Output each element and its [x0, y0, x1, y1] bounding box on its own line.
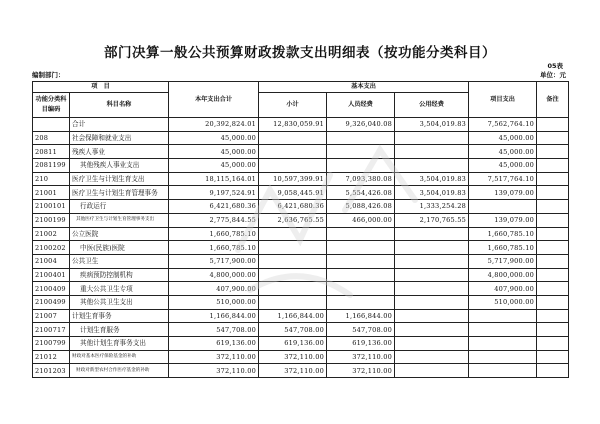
- table-body: [33, 118, 569, 378]
- row-subtotal: [259, 254, 327, 268]
- row-annual-total: 18,115,164.01: [169, 172, 259, 186]
- unit-label: 单位：元: [540, 71, 566, 79]
- row-remark: [537, 186, 569, 200]
- row-personnel: 466,000.00: [327, 213, 395, 227]
- row-personnel: 372,110.00: [327, 364, 395, 378]
- row-subtotal: 547,708.00: [259, 323, 327, 337]
- func-code-header: 功能分类科目编码: [33, 93, 70, 118]
- row-public: [395, 227, 469, 241]
- row-subtotal: 6,421,680.36: [259, 200, 327, 214]
- row-personnel: [327, 254, 395, 268]
- row-subtotal: 372,110.00: [259, 364, 327, 378]
- row-subject-name: 残疾人事业: [70, 145, 169, 159]
- row-annual-total: 1,166,844.00: [169, 309, 259, 323]
- row-code: [33, 118, 70, 132]
- row-subtotal: [259, 241, 327, 255]
- row-subject-name: 公共卫生: [70, 254, 169, 268]
- expenditure-table: [32, 81, 569, 378]
- row-personnel: 1,166,844.00: [327, 309, 395, 323]
- table-row: [33, 227, 569, 241]
- row-subtotal: 619,136.00: [259, 337, 327, 351]
- row-project: 139,079.00: [469, 186, 537, 200]
- row-public: [395, 131, 469, 145]
- row-annual-total: 372,110.00: [169, 350, 259, 364]
- table-row: [33, 309, 569, 323]
- public-header: 公用经费: [395, 93, 469, 118]
- row-code: 21012: [33, 350, 70, 364]
- row-personnel: 372,110.00: [327, 350, 395, 364]
- row-personnel: [327, 131, 395, 145]
- row-project: [469, 364, 537, 378]
- row-subject-name: 计划生育服务: [70, 323, 169, 337]
- row-project: 45,000.00: [469, 131, 537, 145]
- subtotal-header: 小计: [259, 93, 327, 118]
- row-public: [395, 295, 469, 309]
- row-subject-name: 中医(民族)医院: [70, 241, 169, 255]
- row-project: 4,800,000.00: [469, 268, 537, 282]
- row-code: 21002: [33, 227, 70, 241]
- row-annual-total: 547,708.00: [169, 323, 259, 337]
- basic-header: 基本支出: [259, 82, 469, 93]
- row-annual-total: 2,775,844.55: [169, 213, 259, 227]
- row-annual-total: 45,000.00: [169, 145, 259, 159]
- row-personnel: 5,088,426.08: [327, 200, 395, 214]
- row-public: [395, 241, 469, 255]
- row-subtotal: 10,597,399.91: [259, 172, 327, 186]
- row-subtotal: [259, 159, 327, 173]
- row-subtotal: [259, 295, 327, 309]
- row-code: 2100202: [33, 241, 70, 255]
- row-personnel: [327, 268, 395, 282]
- table-row: [33, 213, 569, 227]
- row-personnel: [327, 295, 395, 309]
- row-remark: [537, 295, 569, 309]
- table-row: [33, 131, 569, 145]
- row-public: [395, 159, 469, 173]
- row-public: [395, 337, 469, 351]
- row-code: 2081199: [33, 159, 70, 173]
- row-annual-total: 9,197,524.91: [169, 186, 259, 200]
- row-remark: [537, 323, 569, 337]
- row-remark: [537, 213, 569, 227]
- row-subtotal: 12,830,059.91: [259, 118, 327, 132]
- row-public: 2,170,765.55: [395, 213, 469, 227]
- form-number: 05表: [547, 62, 563, 70]
- row-public: [395, 364, 469, 378]
- row-project: 45,000.00: [469, 145, 537, 159]
- row-annual-total: 619,136.00: [169, 337, 259, 351]
- row-public: [395, 323, 469, 337]
- row-subtotal: 9,058,445.91: [259, 186, 327, 200]
- row-annual-total: 45,000.00: [169, 159, 259, 173]
- row-subtotal: [259, 145, 327, 159]
- table-row: [33, 200, 569, 214]
- row-annual-total: 6,421,680.36: [169, 200, 259, 214]
- row-remark: [537, 200, 569, 214]
- table-row: [33, 172, 569, 186]
- row-subject-name: 社会保障和就业支出: [70, 131, 169, 145]
- row-code: 2100799: [33, 337, 70, 351]
- row-public: [395, 254, 469, 268]
- row-public: 3,504,019.83: [395, 118, 469, 132]
- table-row: [33, 159, 569, 173]
- row-subject-name: 疾病预防控制机构: [70, 268, 169, 282]
- row-project: 1,660,785.10: [469, 241, 537, 255]
- row-remark: [537, 227, 569, 241]
- project-header: 项目支出: [469, 82, 537, 118]
- row-annual-total: 4,800,000.00: [169, 268, 259, 282]
- item-header: 项 目: [33, 82, 169, 93]
- row-public: [395, 282, 469, 296]
- row-code: 208: [33, 131, 70, 145]
- row-annual-total: 510,000.00: [169, 295, 259, 309]
- row-remark: [537, 268, 569, 282]
- row-code: 2100717: [33, 323, 70, 337]
- row-project: 1,660,785.10: [469, 227, 537, 241]
- row-subtotal: 1,166,844.00: [259, 309, 327, 323]
- row-remark: [537, 131, 569, 145]
- table-row: [33, 145, 569, 159]
- row-remark: [537, 337, 569, 351]
- row-subtotal: [259, 227, 327, 241]
- row-code: 21007: [33, 309, 70, 323]
- row-remark: [537, 118, 569, 132]
- row-project: 139,079.00: [469, 213, 537, 227]
- row-annual-total: 372,110.00: [169, 364, 259, 378]
- row-public: 3,504,019.83: [395, 172, 469, 186]
- row-subject-name: 其他残疾人事业支出: [70, 159, 169, 173]
- subject-name-header: 科目名称: [70, 93, 169, 118]
- row-subject-name: 行政运行: [70, 200, 169, 214]
- table-row: [33, 323, 569, 337]
- row-personnel: 547,708.00: [327, 323, 395, 337]
- row-subject-name: 其他公共卫生支出: [70, 295, 169, 309]
- row-subject-name: 计划生育事务: [70, 309, 169, 323]
- row-remark: [537, 309, 569, 323]
- row-annual-total: 1,660,785.10: [169, 227, 259, 241]
- row-project: 407,900.00: [469, 282, 537, 296]
- row-project: [469, 337, 537, 351]
- row-project: [469, 309, 537, 323]
- page-title: 部门决算一般公共预算财政拨款支出明细表（按功能分类科目）: [104, 45, 496, 61]
- row-annual-total: 407,900.00: [169, 282, 259, 296]
- personnel-header: 人员经费: [327, 93, 395, 118]
- row-subject-name: 医疗卫生与计划生育支出: [70, 172, 169, 186]
- table-row: [33, 254, 569, 268]
- table-row: [33, 350, 569, 364]
- row-remark: [537, 350, 569, 364]
- row-subject-name: 公立医院: [70, 227, 169, 241]
- row-code: 2101203: [33, 364, 70, 378]
- row-subtotal: [259, 282, 327, 296]
- row-subtotal: [259, 268, 327, 282]
- row-personnel: [327, 145, 395, 159]
- row-project: [469, 200, 537, 214]
- table-row: [33, 241, 569, 255]
- table-row: [33, 337, 569, 351]
- row-subject-name: 医疗卫生与计划生育管理事务: [70, 186, 169, 200]
- row-code: 2100401: [33, 268, 70, 282]
- row-remark: [537, 172, 569, 186]
- row-project: 7,562,764.10: [469, 118, 537, 132]
- row-remark: [537, 364, 569, 378]
- row-remark: [537, 159, 569, 173]
- row-public: [395, 268, 469, 282]
- remark-header: 备注: [537, 82, 569, 118]
- table-row: [33, 282, 569, 296]
- row-annual-total: 45,000.00: [169, 131, 259, 145]
- table-row: [33, 364, 569, 378]
- row-public: 3,504,019.83: [395, 186, 469, 200]
- row-code: 2100199: [33, 213, 70, 227]
- annual-total-header: 本年支出合计: [169, 82, 259, 118]
- row-personnel: 9,326,040.08: [327, 118, 395, 132]
- row-public: 1,333,254.28: [395, 200, 469, 214]
- row-subject-name: 财政对基本医疗保险基金的补助: [70, 350, 169, 364]
- row-subject-name: 重大公共卫生专项: [70, 282, 169, 296]
- table-row: [33, 118, 569, 132]
- row-remark: [537, 282, 569, 296]
- row-code: 2100101: [33, 200, 70, 214]
- row-subject-name: 财政对新型农村合作医疗基金的补助: [70, 364, 169, 378]
- row-public: [395, 350, 469, 364]
- row-personnel: [327, 282, 395, 296]
- row-code: 2100499: [33, 295, 70, 309]
- row-subject-name: 其他医疗卫生与计划生育管理事务支出: [70, 213, 169, 227]
- row-project: [469, 323, 537, 337]
- row-code: 210: [33, 172, 70, 186]
- row-project: [469, 350, 537, 364]
- row-subtotal: 2,636,765.55: [259, 213, 327, 227]
- row-project: 45,000.00: [469, 159, 537, 173]
- row-project: 510,000.00: [469, 295, 537, 309]
- row-code: 20811: [33, 145, 70, 159]
- table-row: [33, 186, 569, 200]
- dept-label: 编制部门：: [32, 71, 65, 79]
- row-personnel: 7,093,380.08: [327, 172, 395, 186]
- row-personnel: [327, 227, 395, 241]
- table-row: [33, 268, 569, 282]
- row-code: 21004: [33, 254, 70, 268]
- row-personnel: [327, 159, 395, 173]
- row-personnel: 5,554,426.08: [327, 186, 395, 200]
- row-subject-name: 其他计划生育事务支出: [70, 337, 169, 351]
- row-personnel: 619,136.00: [327, 337, 395, 351]
- row-public: [395, 145, 469, 159]
- row-code: 21001: [33, 186, 70, 200]
- row-public: [395, 309, 469, 323]
- row-annual-total: 20,392,824.01: [169, 118, 259, 132]
- row-annual-total: 1,660,785.10: [169, 241, 259, 255]
- info-row: [32, 70, 566, 80]
- row-remark: [537, 254, 569, 268]
- row-remark: [537, 145, 569, 159]
- row-subtotal: 372,110.00: [259, 350, 327, 364]
- row-remark: [537, 241, 569, 255]
- row-project: 7,517,764.10: [469, 172, 537, 186]
- table-row: [33, 295, 569, 309]
- row-subject-name: 合计: [70, 118, 169, 132]
- row-subtotal: [259, 131, 327, 145]
- row-project: 5,717,900.00: [469, 254, 537, 268]
- row-personnel: [327, 241, 395, 255]
- row-code: 2100409: [33, 282, 70, 296]
- row-annual-total: 5,717,900.00: [169, 254, 259, 268]
